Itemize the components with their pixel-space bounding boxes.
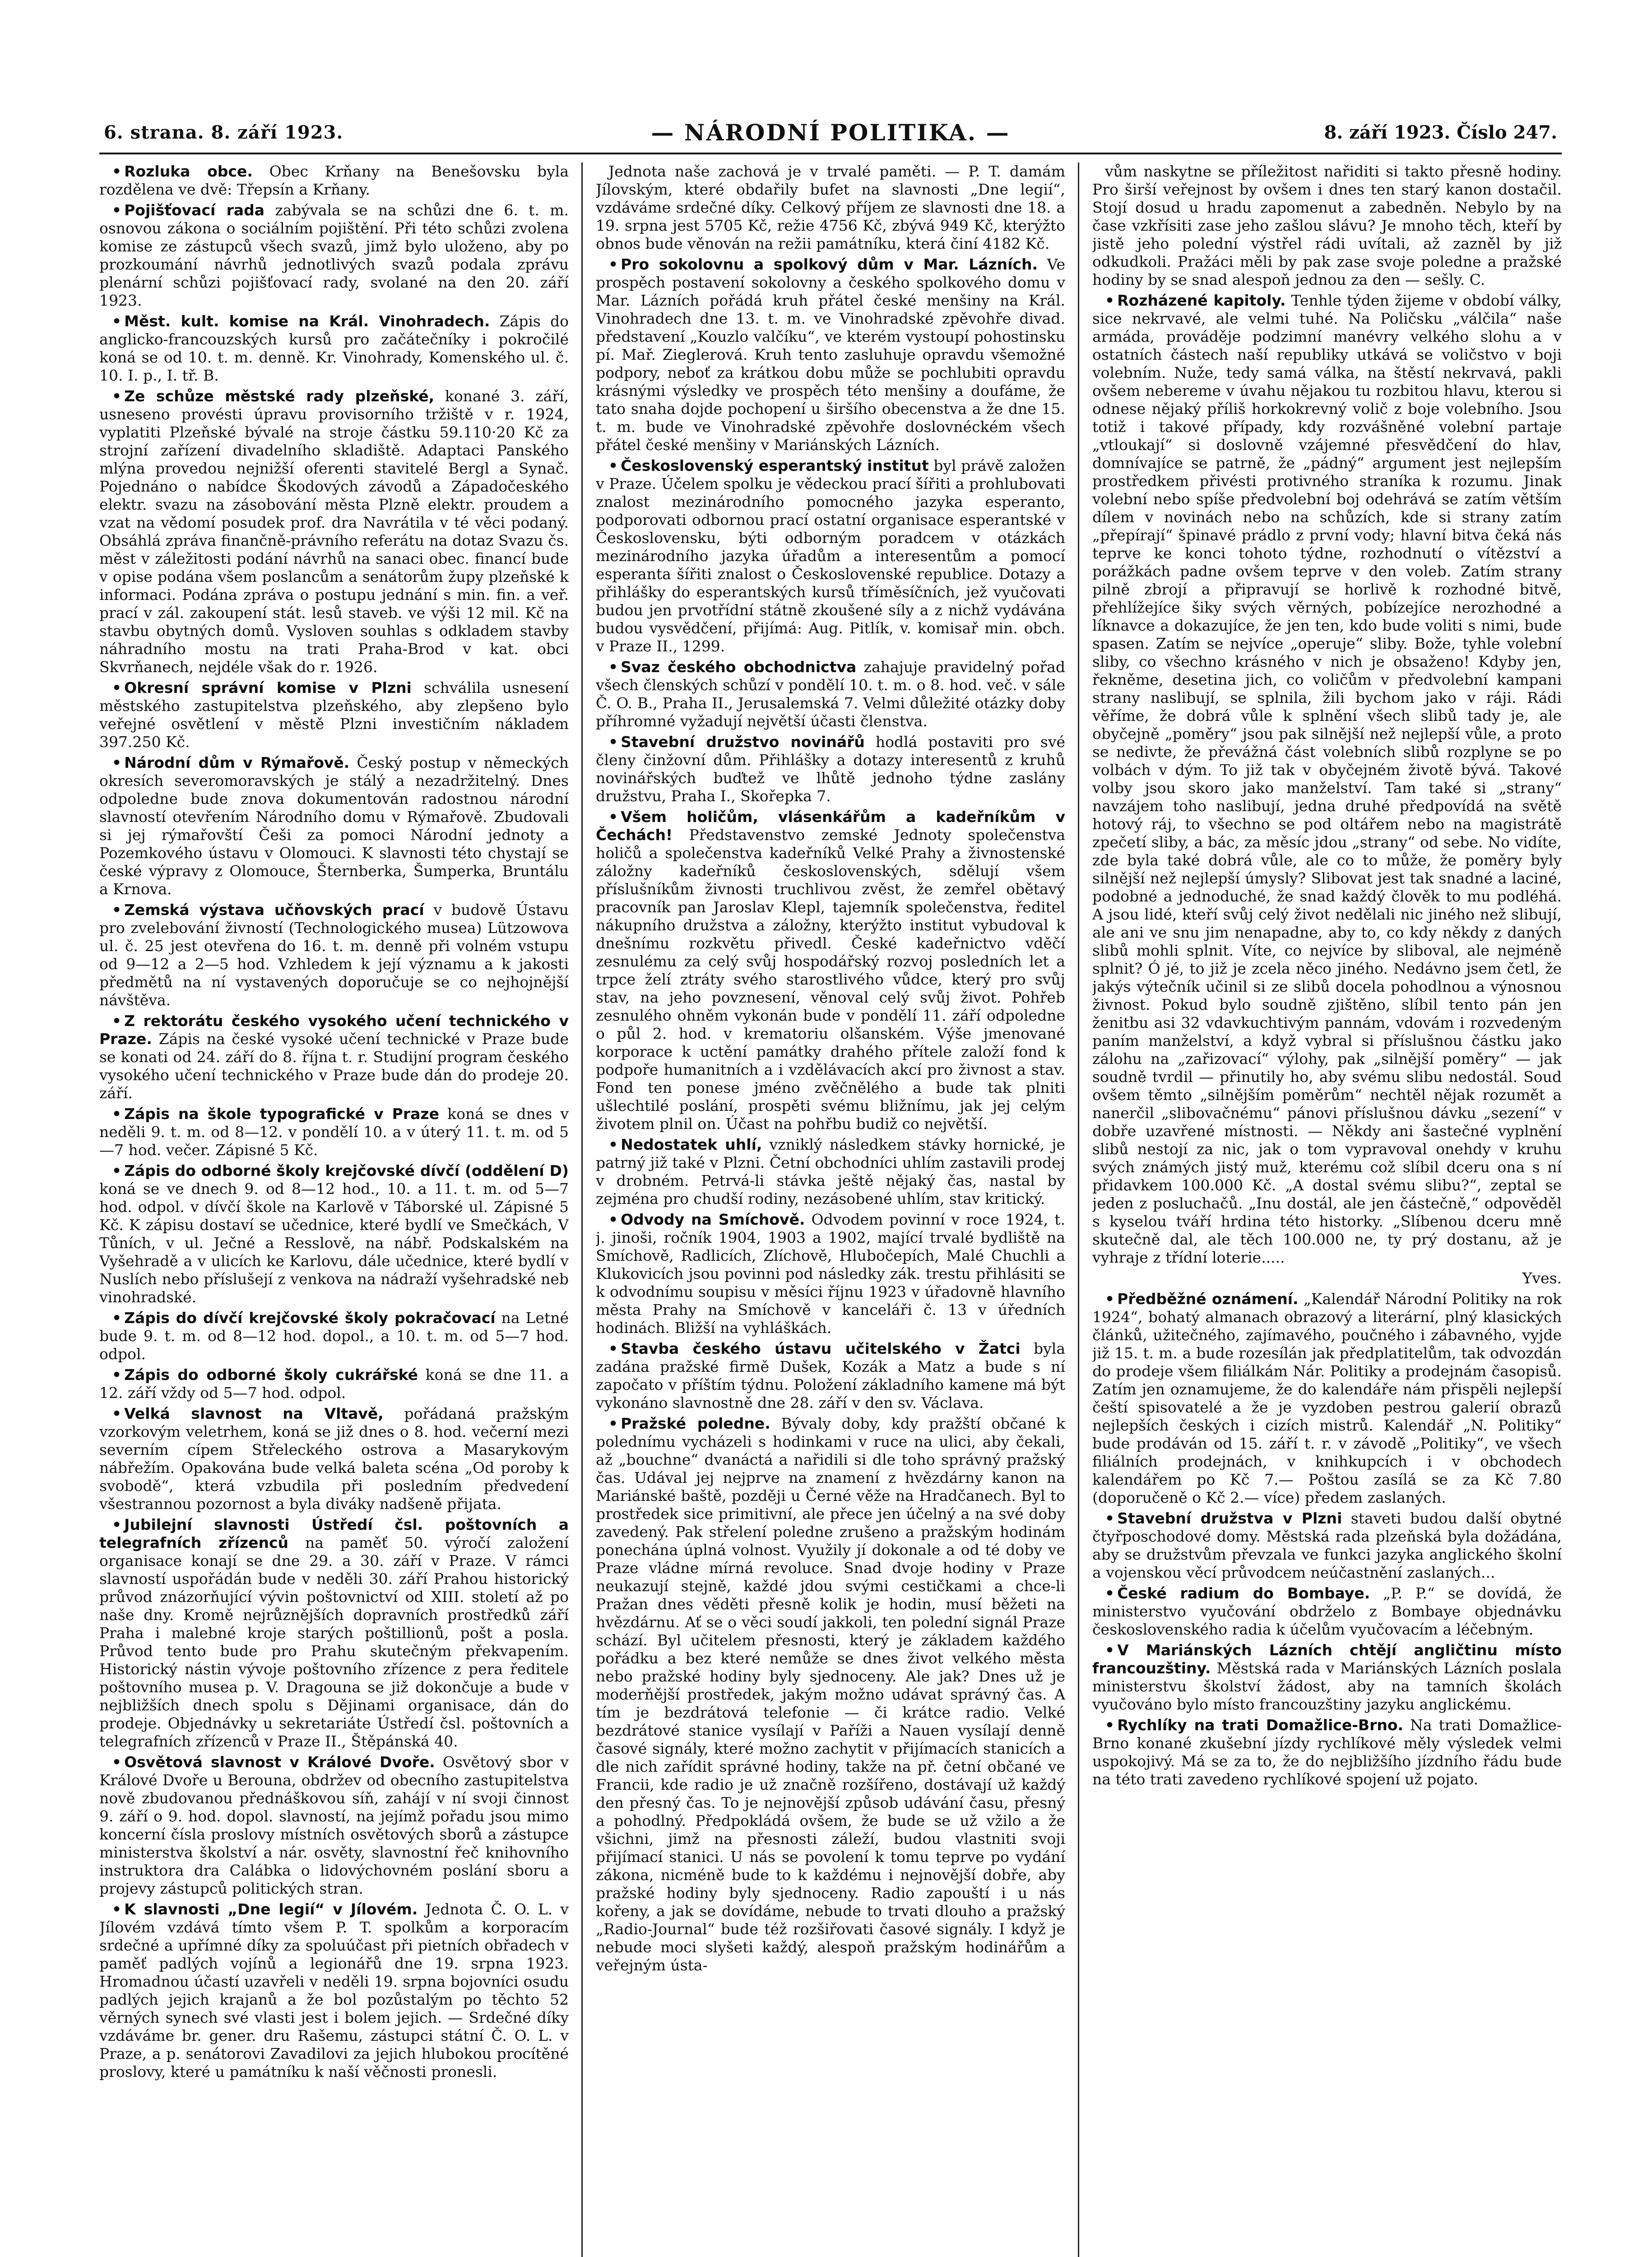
article [99, 387, 569, 676]
article-bullet: • [112, 1012, 122, 1030]
article-bullet: • [608, 1340, 618, 1357]
article-body: koná se dne 11. a 12. září vždy od 5—7 hod. odpol. [99, 1366, 569, 1402]
article-bullet: • [1105, 1641, 1115, 1659]
article-bullet: • [608, 457, 618, 474]
article-title: Zápis do odborné školy cukrářské [124, 1366, 418, 1384]
article [596, 733, 1065, 805]
column-1 [99, 163, 569, 2257]
article [596, 1211, 1065, 1337]
header-rule [99, 153, 1562, 154]
article [596, 1340, 1065, 1412]
newspaper-masthead: — NÁRODNÍ POLITIKA. — [651, 119, 1010, 146]
article-bullet: • [112, 901, 122, 919]
article [1092, 163, 1562, 289]
article-body: Na trati Domažlice-Brno konané zkušební jízdy rychlíkové měly výsledek velmi uspokojivý. Má se za to, že do nejbližšího jízdního řádu bude na této trati zavedeno rychlíkové spojení už pojato. [1092, 1716, 1562, 1788]
article-body: Jednota naše zachová je v trvalé paměti. — P. T. damám Jílovským, které obdařily bufet na slavnosti „Dne legií“, vzdáváme srdečné díky. Celkový příjem ze slavnosti dne 18. a 19. srpna jest 5705 Kč, režie 4756 Kč, zbývá 949 Kč, kterýžto obnos bude věnován na režii památníku, která činí 4182 Kč. [596, 163, 1065, 252]
article-body: Český postup v německých okresích severomoravských je stálý a nezadržitelný. Dnes odpoledne bude znova dokumentován radostnou národní slavností otevřením Národního domu v Rýmařově. Zbudovali si jej rýmařovští Češi za pomoci Národní jednoty a Pozemkového ústavu v Olomouci. K slavnosti této chystají se české výpravy z Olomouce, Šternberka, Šumperka, Bruntálu a Krnova. [99, 754, 569, 898]
column-2 [596, 163, 1065, 2257]
article-bullet: • [112, 1516, 122, 1533]
article-bullet: • [1105, 1290, 1115, 1308]
column-3 [1092, 163, 1562, 2257]
article-bullet: • [112, 754, 122, 771]
article-title: Zápis do odborné školy krejčovské dívčí (oddělení D) [124, 1162, 569, 1180]
article-body: byla zadána pražské firmě Dušek, Kozák a Matz a bude s ní započato v příštím týdnu. Položení základního kamene má být vykonáno slavnostně dne 28. září v den sv. Václava. [596, 1340, 1065, 1412]
article-body: na paměť 50. výročí založení organisace konají se dne 29. a 30. září v Praze. V rámci slavností uspořádán bude v neděli 30. září Prahou historický průvod znázorňující vývin poštovnictví od XIII. století až po naše dny. Kromě nejrůznějších dopravních prostředků září Praha i malebné kroje starých poštillionů, pošt a posla. Průvod tento bude pro Prahu skutečným překvapením. Historický nástin vývoje poštovního zřízence z pera ředitele poštovního musea p. V. Dragouna se již dokončuje a bude v nejbližších dnech spolu s Dějinami organisace, dán do prodeje. Objednávky u sekretariáte Ústředí čsl. poštovních a telegrafních zřízenců v Praze II., Štěpánská 40. [99, 1534, 569, 1750]
article-title: Všem holičům, vlásenkářům a kadeřníkům v Čechách! [596, 808, 1065, 844]
article-bullet: • [1105, 1716, 1115, 1734]
page-header [99, 113, 1562, 149]
article-title: Zemská výstava učňovských prací [124, 901, 424, 919]
article-title: Zápis do dívčí krejčovské školy pokračovací [124, 1309, 496, 1327]
article-bullet: • [1105, 1509, 1115, 1527]
article [99, 163, 569, 199]
article-title: Zápis na škole typografické v Praze [124, 1105, 440, 1123]
column-divider [581, 163, 583, 2257]
article [1092, 1509, 1562, 1582]
article-body: v budově Ústavu pro zvelebování živností (Technologického musea) Lützowova ul. č. 25 jest otevřena do 16. t. m. denně při volném vstupu od 9—12 a 2—5 hod. Vzhledem k její významu a k jakosti předmětů na ní vystavených doporučuje se co nejhojnější návštěva. [99, 901, 569, 1009]
article-title: Československý esperantský institut [621, 457, 929, 474]
article-title: Měst. kult. komise na Král. Vinohradech. [124, 312, 490, 330]
article [99, 1105, 569, 1159]
article-bullet: • [608, 1211, 618, 1228]
article-title: Pražské poledne. [621, 1415, 770, 1432]
article-title: Stavební družstva v Plzni [1117, 1509, 1342, 1527]
article-body: Představenstvo zemské Jednoty společenstva holičů a společenstva kadeřníků Velké Prahy a živnostenské záložny kadeřníků československých, sdělují všem příslušníkům živnosti truchlivou zvěst, že zemřel obětavý pracovník pan Jaroslav Klepl, tajemník společenstva, ředitel nákupního družstva a záložny, kterýžto institut vybudoval k dnešnímu rozkvětu přivedl. České kadeřnictvo vděčí zesnulému za celý svůj hospodářský rozvoj posledních let a trpce želí ztráty svého starostlivého vůdce, který pro svůj stav, na jeho povznesení, věnoval celý svůj život. Pohřeb zesnulého ohněm vykonán bude v pondělí 11. září odpoledne o půl 2. hod. v krematoriu olšanském. Výše jmenované korporace k uctění památky drahého přítele založí fond k podpoře humanitních a i vzdělávacích akcí pro živnost a stav. Fond ten ponese jméno zvěčnělého a bude tak plniti ušlechtilé poslání, prospěti svému bližnímu, jak jej celým životem plnil on. Účast na pohřbu budiž co největší. [596, 826, 1065, 1133]
article-title: Nedostatek uhlí, [621, 1136, 762, 1153]
article-bullet: • [608, 733, 618, 751]
article-bullet: • [608, 1415, 618, 1432]
article-title: Velká slavnost na Vltavě, [124, 1405, 384, 1422]
column-divider [1078, 163, 1079, 2257]
article [1092, 1290, 1562, 1507]
article-title: Ze schůze městské rady plzeňské, [124, 387, 435, 405]
article-body: „P. P.“ se dovídá, že ministerstvo vyučování obdrželo z Bombaye objednávku československého radia k účelům vyučovacím a léčebným. [1092, 1584, 1562, 1638]
header-date-issue: 8. září 1923. Číslo 247. [1324, 122, 1557, 143]
article [99, 1900, 569, 2081]
article [99, 1753, 569, 1898]
article-bullet: • [112, 1105, 122, 1123]
article [596, 163, 1065, 253]
article-body: Zápis na české vysoké učení technické v Praze bude se konati od 24. září do 8. října t. r. Studijní program českého vysokého učení technického v Praze bude dán do prodeje 20. září. [99, 1030, 569, 1102]
article-body: konané 3. září, usneseno provésti úpravu provisorního tržiště v r. 1924, vyplatiti Plzeňské bývalé na stroje částku 59.110·20 Kč za strojní zařízení divadelního skladiště. Adaptaci Panského mlýna provedou nejnižší oferenti stavitelé Bergl a Synač. Pojednáno o nabídce Škodových závodů a Západočeského elektr. svazu na zásobování města Plzně elektr. proudem a vzat na vědomí posudek prof. dra Navrátila v té věci podaný. Obsáhlá zpráva finančně-právního referátu na dotaz Svazu čs. měst v záležitosti podání návrhů na sanaci obec. financí bude v opise podána všem poslancům a senátorům župy plzeňské k informaci. Podána zpráva o postupu jednání s min. fin. a veř. prací v zál. zakoupení stát. lesů staveb. ve výši 12 mil. Kč na stavbu obytných domů. Vysloven souhlas s odkladem stavby náhradního mostu na trati Praha-Brod v kat. obci Skvrňanech, nejdéle však do r. 1926. [99, 387, 569, 676]
article-bullet: • [112, 201, 122, 219]
article-bullet: • [608, 1136, 618, 1153]
article-body: schválila usnesení městského zastupitelstva plzeňského, aby zlepšeno bylo veřejné osvětlení v městě Plzni investičním nákladem 397.250 Kč. [99, 679, 569, 751]
article-bullet: • [112, 1900, 122, 1918]
article [596, 808, 1065, 1133]
article [99, 1405, 569, 1513]
article [99, 201, 569, 310]
article-title: Z rektorátu českého vysokého učení technického v Praze. [99, 1012, 569, 1048]
article-body: Zápis do anglicko-francouzských kursů pro začátečníky i pokročilé koná se od 10. t. m. denně. Kr. Vinohrady, Komenského ul. č. 10. I. p., I. tř. B. [99, 312, 569, 384]
article-body: Osvětový sbor v Králové Dvoře u Berouna, obdržev od obecního zastupitelstva nově zbudovanou přednáškovou síň, zahájí v ní svoji činnost 9. září o 9. hod. dopol. slavností, na jejímž pořadu jsou mimo koncerní čísla proslovy místních osvětových sborů a zástupce ministerstva školství a nár. osvěty, slavnostní řeč knihovního instruktora dra Calábka o lidovýchovném poslání sboru a projevy zástupců politických stran. [99, 1753, 569, 1897]
article-body: koná se ve dnech 9. od 8—12 hod., 10. a 11. t. m. od 5—7 hod. odpol. v dívčí škole na Karlově v Táborské ul. Zápisné 5 Kč. K zápisu dostaví se učednice, které bydlí ve Smečkách, V Tůních, v ul. Ječné a Resslově, na nábř. Podskalském na Vyšehradě a v ulicích ke Karlovu, dále učednice, které bydlí v Nuslích nebo příslušejí z venkova na nádraží vyšehradské neb vinohradské. [99, 1180, 569, 1306]
article-title: Stavba českého ústavu učitelského v Žatci [621, 1340, 1021, 1357]
article-bullet: • [112, 163, 122, 180]
article-body: staveti budou další obytné čtyřposchodové domy. Městská rada plzeňská byla dožádána, aby se družstvům převzala ve funkci jazyka anglického školní a vojenskou věcí průvodcem neúčastnění zaslaných... [1092, 1509, 1562, 1581]
article [99, 1366, 569, 1402]
article-bullet: • [112, 1309, 122, 1327]
article-body: Městská rada v Mariánských Lázních poslala ministerstvu školství žádost, aby na tamních školách vyučováno bylo místo francouzštiny jazyku anglickému. [1092, 1659, 1562, 1713]
article-title: Rozluka obce. [124, 163, 253, 180]
article-signature: Yves. [1522, 1269, 1562, 1287]
article-title: K slavnosti „Dne legií“ v Jílovém. [124, 1900, 418, 1918]
article [99, 754, 569, 898]
article-body: Odvodem povinní v roce 1924, t. j. jinoši, ročník 1904, 1903 a 1902, mající trvalé bydliště na Smíchově, Radlicích, Zlíchově, Hlubočepích, Malé Chuchli a Klukovicích jsou povinni pod následky zák. trestu přihlásiti se k odvodnímu soupisu v měsíci říjnu 1923 v úřadovně hlavního města Prahy na Smíchově v kanceláři č. 13 v úředních hodinách. Bližší na vyhláškách. [596, 1211, 1065, 1337]
article [1092, 1641, 1562, 1714]
article [596, 1136, 1065, 1208]
header-page-date: 6. strana. 8. září 1923. [104, 122, 343, 143]
article-bullet: • [112, 387, 122, 405]
article-body: Bývaly doby, kdy pražští občané k polednímu vycházeli s hodinkami v ruce na ulici, aby čekali, až „bouchne“ dvanáctá a nařidili si dle toho správný pražský čas. Udával jej nejprve na znamení z hvězdárny kanon na Mariánské baště, později u Černé věže na Hradčanech. Byl to prostředek sice primitivní, ale přece jen účelný a na své doby zavedený. Pak střelení poledne zrušeno a pražským hodinám ponechána úplná volnost. Využily jí dokonale a od té doby ve Praze vládne mírná revoluce. Snad dvoje hodiny v Praze neukazují stejně, každé jdou svými cestičkami a chce-li Pražan dnes věděti přesně kolik je hodin, musí běžeti na hvězdárnu. Ať se o věci soudí jakkoli, ten polední signál Praze schází. Byl učitelem přesnosti, který je základem každého pořádku a bez které nemůže se dnes život velkého města nebo pražské hodiny byly sjednoceny. Ale jak? Dnes už je moderňější prostředek, jakým možno udávat správný čas. A tím je bezdrátová telefonie — či krátce radio. Velké bezdrátové stanice vysílají v Paříži a Nauen vysílají denně časové signály, které možno zachytit v přijímacích stanicích a dle nich zařídit správné hodiny, takže na př. četní občané ve Francii, kde radio je už značně rozšířeno, dostávají už každý den přesný čas. To je nejnovější způsob udávání času, přesný a pohodlný. Předpokládá ovšem, že bude se už vžilo a že všichni, jimž na přesnosti záleží, budou vlastniti svoji přijímací stanici. U nás se povolení k tomu teprve po vydání zákona, nicméně bude to k každému i nejnovější dobře, aby pražské hodiny byly sjednoceny. Radio zapouští i u nás kořeny, a jak se dovídáme, nebude to trvati dlouho a pražský „Radio-Journal“ bude též rozšiřovati časové signály. I když je nebude moci slyšeti každý, alespoň pražským hodinářům a veřejným ústa- [596, 1415, 1065, 1974]
article [99, 1162, 569, 1306]
article-body: „Kalendář Národní Politiky na rok 1924“, bohatý almanach obrazový a literární, plný klasických článků, užitečného, zajímavého, poučného i zábavného, vyjde již 15. t. m. a bude rozesílán jak předplatitelům, tak odvozdán do prodeje všem filiálkám Nár. Politiky a prodejnám časopisů. Zatím jen oznamujeme, že do kalendáře nám přispěli nejlepší čeští spisovatelé a že je vyzdoben pestrou galerií obrazů nejlepších českých i cizích mistrů. Kalendář „N. Politiky“ bude prodáván od 15. září t. r. v závodě „Politiky“, ve všech filiálních prodejnách, v knihkupcích i v obchodech kalendářem po Kč 7.— Poštou zasílá se za Kč 7.80 (doporučeně o Kč 2.— více) předem zaslaných. [1092, 1290, 1562, 1506]
article-bullet: • [112, 1162, 122, 1180]
article-bullet: • [1105, 1584, 1115, 1602]
article-body: Ve prospěch postavení sokolovny a českého spolkového domu v Mar. Lázních pořádá kruh přátel české menšiny na Král. Vinohradech dne 13. t. m. ve Vinohradské zpěvohře divad. představení „Kouzlo valčíku“, ve kterém vystoupí pohostinsku pí. Mař. Zieglerová. Kruh tento zasluhuje opravdu všemožné podpory, neboť za krátkou dobu může se pochlubiti opravdu krásnými výsledky ve prospěch této menšiny a doufáme, že tato snaha dojde pochopení u širšího obecenstva a že dne 15. t. m. bude ve Vinohradské zpěvohře doslovnéckém všech přátel české menšiny v Mariánských Lázních. [596, 255, 1065, 454]
article [99, 1516, 569, 1751]
article-body: Obec Krňany na Benešovsku byla rozdělena ve dvě: Třepsín a Krňany. [99, 163, 569, 198]
article-body: vům naskytne se příležitost nařiditi si takto přesně hodiny. Pro širší veřejnost by ovšem i dnes ten starý kanon dostačil. Stojí dosud u hradu zapomenut a zabedněn. Nebylo by na čase vzkřísiti zase jeho zašlou slávu? Je mnoho těch, kteří by jistě jeho polední výstřel rádi uvítali, až zazněl by již odkudkoli. Pražáci měli by pak zase svoje poledne a pražské hodiny by se snad alespoň jednou za den — sešly. C. [1092, 163, 1562, 288]
article-title: Osvětová slavnost v Králové Dvoře. [124, 1753, 435, 1771]
article [596, 1415, 1065, 1974]
article-title: Rozházené kapitoly. [1117, 292, 1286, 309]
article-body: zahajuje pravidelný pořad všech členských schůzí v pondělí 10. t. m. o 8. hod. več. v sále Č. O. B., Praha II., Jerusalemská 7. Velmi důležité otázky doby příhromné vyžadují největší účasti členstva. [596, 658, 1065, 730]
article [596, 658, 1065, 730]
article-title: Rychlíky na trati Domažlice-Brno. [1117, 1716, 1404, 1734]
article-bullet: • [608, 808, 618, 826]
article-title: Jubilejní slavnosti Ústředí čsl. poštovních a telegrafních zřízenců [99, 1516, 569, 1551]
article-body: pořádaná pražským vzorkovým veletrhem, koná se již dnes o 8. hod. večerní mezi severním cípem Střeleckého ostrova a Masarykovým nábřežím. Opakována bude velká baleta scéna „Od poroby k svobodě“, která vzbudila při posledním předvedení všestrannou pozornost a byla diváky nadšeně přijata. [99, 1405, 569, 1513]
article-body: Tenhle týden žijeme v období války, sice nekrvavé, ale velmi tuhé. Na Poličsku „válčila“ naše armáda, prováděje podzimní manévry velkého slohu a v ostatních částech naší republiky utkává se voličstvo v boji volebním. Nuže, tedy samá válka, na štěstí nekrvavá, pakli ovšem nebereme v úvahu nějakou tu rozbitou hlavu, kterou si odnese nějaký příliš horkokrevný volič z boje volebního. Jsou totiž i takové případy, kdy rozvášněné volební partaje „vtloukají“ si doslovně vzájemné přesvědčení do hlav, domnívajíce se patrně, že „pádný“ argument jest nejlepším prostředkem přivésti protivného straníka k rozumu. Jinak volební nebo spíše předvolební boj odehrává se zatím větším dílem v novinách nebo na schůzích, kde si strany zatím „přepírají“ špinavé prádlo z první vody; hlavní bitva čeká nás teprve ke konci tohoto týdne, rozhodnutí o vítězství a porážkách padne ovšem teprve v den voleb. Zatím strany pilně zbrojí a připravují se horlivě k rozhodné bitvě, přehlížejíce šiky svých věrných, pobízejíce nerozhodné a líknavce a dokazujíce, že jen ten, kdo bude voliti s nimi, bude spasen. Zatím se nejvíce „operuje“ sliby. Bože, tyhle volební sliby, co všechno krásného v nich je obsaženo! Kdyby jen, řekněme, desetina jich, co voličům v předvolební kampani strany naslibují, se splnila, žili bychom jako v ráji. Rádi věříme, že dobrá vůle k splnění všech slibů tady je, ale obyčejně „poměry“ jsou pak silnější než nejlepší vůle, a proto se nedivte, že převážná část volebních slibů rozplyne se po volbách v dým. To již tak v obyčejném životě bývá. Takové volby jsou skoro jako manželství. Tam také si „strany“ navzájem toho naslibují, jedna druhé předpovídá na světě hotový ráj, to všechno se pod oltářem nebo na magistrátě zpečetí sliby, a bác, za měsíc jdou „strany“ od sebe. No vidíte, zde byla také dobrá vůle, ale co to může, že poměry byly silnější než nejlepší úmysly? Slibovat jest tak snadné a laciné, podobné a jednoduché, že snad každý člověk to mu podléhá. A jsou lidé, kteří svůj celý život nedělali nic jiného než slibují, ale ani ve snu jim nenapadne, aby to, co kdy někdy z daných slibů mohli splnit. Víte, co nejvíce by sliboval, ale nejméně splnit? Ó jé, to již je zcela něco jiného. Nedávno jsem četl, že jakýs výtečník učinil si ze slibů docela pohodlnou a výnosnou živnost. Pokud bylo soudně zjištěno, slíbil tento pán jen ženitbu asi 32 vdavkuchtivým pannám, vdovám i rozvedeným paním manželství, a když vybral si příslušnou částku jako zálohu na „zařizovací“ výlohy, pak „silnější poměry“ — jak soudně tvrdil — přinutily ho, aby svému slibu nedostál. Soud ovšem těmto „silnějším poměrům“ nechtěl nějak rozumět a nanerčil „slibovačnému“ pánovi příslušnou dávku „sezení“ v dobře uzavřené místnosti. — Někdy ani šastečné vyplnění slibů nestojí za nic, jak o tom vypravoval onehdy v kruhu svých známých jistý muž, kterému což slíbil dceru ona s ní přidavkem 100.000 Kč. „A dostal svému slibu?“, zeptal se jeden z posluchačů. „Inu dostál, ale jen částečně,“ odpověděl s kyselou tváří hrdina této historky. „Slíbenou dceru mně skutečně dal, ale těch 100.000 ne, ty prý dostanu, až je vyhraje z třídní loterie..... [1092, 292, 1562, 1266]
article-title: Předběžné oznámení. [1117, 1290, 1299, 1308]
article [99, 1012, 569, 1102]
article-title: Národní dům v Rýmařově. [124, 754, 350, 771]
article-bullet: • [112, 1366, 122, 1384]
article-body: na Letné bude 9. t. m. od 8—12 hod. dopol., a 10. t. m. od 5—7 hod. odpol. [99, 1309, 569, 1363]
article-title: Pro sokolovnu a spolkový dům v Mar. Lázních. [621, 255, 1038, 273]
article-bullet: • [112, 1753, 122, 1771]
article-title: Stavební družstvo novinářů [621, 733, 865, 751]
article-bullet: • [112, 312, 122, 330]
article-bullet: • [1105, 292, 1115, 309]
article-bullet: • [608, 255, 618, 273]
article-body: hodlá postaviti pro své členy činžovní dům. Přihlášky a dotazy interesentů z kruhů novinářských buďtež ve lhůtě jednoho týdne zaslány družstvu, Praha I., Skořepka 7. [596, 733, 1065, 805]
article [99, 1309, 569, 1363]
article-title: České radium do Bombaye. [1117, 1584, 1370, 1602]
article [1092, 1716, 1562, 1788]
article [596, 457, 1065, 655]
article-bullet: • [112, 1405, 122, 1422]
article-title: Pojišťovací rada [124, 201, 265, 219]
article-title: Svaz českého obchodnictva [621, 658, 857, 676]
article-body: vzniklý následkem stávky hornické, je patrný již také v Plzni. Četní obchodníci uhlím zastavili prodej v drobném. Petrvá-li stávka ještě nějaký čas, nastal by zejména pro chudší rodiny, nezásobené uhlím, stav kritický. [596, 1136, 1065, 1207]
article [596, 255, 1065, 454]
article-bullet: • [112, 679, 122, 697]
article-title: Odvody na Smíchově. [621, 1211, 805, 1228]
article [99, 312, 569, 385]
article [99, 679, 569, 751]
newspaper-page [99, 113, 1562, 2257]
article-body: zabývala se na schůzi dne 6. t. m. osnovou zákona o sociálním pojištění. Při této schůzi zvolena komise ze zástupců všech svazů, jimž bylo uloženo, aby po prozkoumání návrhů jednotlivých svazů podala zprávu plenární schůzi pojišťovací rady, svolané na den 20. září 1923. [99, 201, 569, 309]
article [1092, 292, 1562, 1267]
article-body: Jednota Č. O. L. v Jílovém vzdává tímto všem P. T. spolkům a korporacím srdečné a upřímné díky za spoluúčast při pietních obřadech v paměť padlých vojínů a legionářů dne 19. srpna 1923. Hromadnou účastí uzavřeli v neděli 19. srpna bojovníci osudu padlých jejich krajanů a že bol pozůstalým po těchto 52 věrných synech své vlasti jest i bolem jejich. — Srdečné díky vzdáváme br. gener. dru Rašemu, zástupci státní Č. O. L. v Praze, a p. senátorovi Zavadilovi za jejich hlubokou procítěné proslovy, které u památníku k naší věčnosti pronesli. [99, 1900, 569, 2081]
article [1092, 1584, 1562, 1639]
article-body: koná se dnes v neděli 9. t. m. od 8—12. v pondělí 10. a v úterý 11. t. m. od 5—7 hod. večer. Zápisné 5 Kč. [99, 1105, 569, 1159]
article-title: Okresní správní komise v Plzni [124, 679, 412, 697]
article-body: byl právě založen v Praze. Účelem spolku je vědeckou prací šířiti a prohlubovati znalost mezinárodního pomocného jazyka esperanto, podporovati odbornou prací ostatní organisace esperantské v Československu, býti odborným poradcem v otázkách mezinárodního jazyka úřadům a interesentům a pomocí esperanta šířiti znalost o Československé republice. Dotazy a přihlášky do esperantských kursů tříměsíčních, jež vyučovati budou jen prvotřídní státně zkoušené síly a z nichž vydávána budou vysvědčení, přijímá: Aug. Pitlík, v. komisař min. obch. v Praze II., 1299. [596, 457, 1065, 655]
article-title: V Mariánských Lázních chtějí angličtinu místo francouzštiny. [1092, 1641, 1562, 1677]
article-bullet: • [608, 658, 618, 676]
article [99, 901, 569, 1009]
